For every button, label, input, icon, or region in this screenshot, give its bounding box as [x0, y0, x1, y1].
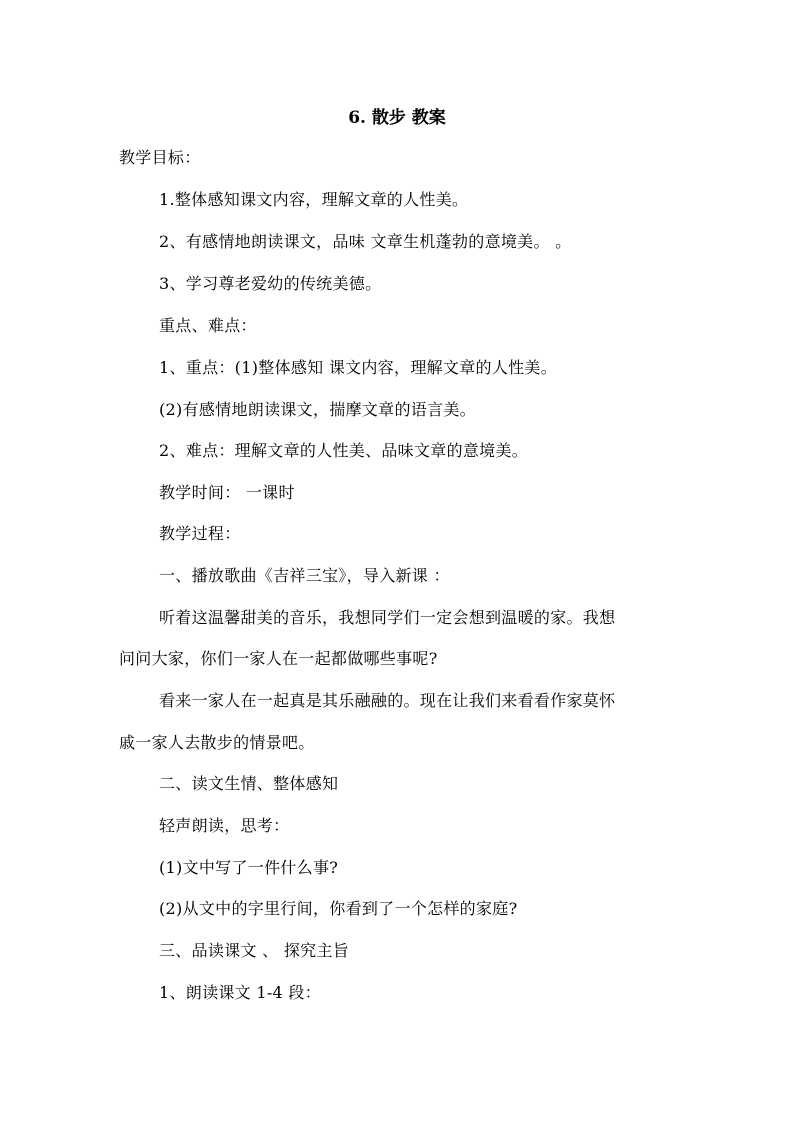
text-line: 轻声朗读，思考：: [159, 816, 290, 835]
text-line: 2、有感情地朗读课文，品味 文章生机蓬勃的意境美。 。: [159, 232, 572, 251]
text-line: 1、朗读课文 1-4 段：: [159, 983, 322, 1002]
text-line: 一、播放歌曲《吉祥三宝》，导入新课 ：: [159, 566, 450, 585]
text-line: 2、难点：理解文章的人性美、品味文章的意境美。: [159, 441, 529, 460]
text-line: 教学时间： 一课时: [159, 483, 295, 502]
text-line: 1.整体感知课文内容，理解文章的人性美。: [159, 190, 469, 209]
text-line: 重点、难点：: [159, 316, 257, 335]
text-line: 1、重点：(1)整体感知 课文内容，理解文章的人性美。: [159, 358, 558, 377]
text-line: (1)文中写了一件什么事?: [159, 858, 339, 877]
text-line: 听着这温馨甜美的音乐，我想同学们一定会想到温暖的家。我想: [159, 608, 616, 627]
text-line: 教学过程：: [159, 524, 241, 543]
text-line: 三、品读课文 、 探究主旨: [159, 941, 350, 960]
text-line: 戚一家人去散步的情景吧。: [119, 733, 315, 752]
text-line: 看来一家人在一起真是其乐融融的。现在让我们来看看作家莫怀: [159, 691, 616, 710]
text-line: (2)从文中的字里行间，你看到了一个怎样的家庭?: [159, 899, 518, 918]
text-line: (2)有感情地朗读课文，揣摩文章的语言美。: [159, 400, 476, 419]
text-line: 问问大家，你们一家人在一起都做哪些事呢?: [119, 649, 438, 668]
document-title: 6. 散步 教案: [348, 108, 446, 128]
text-line: 3、学习尊老爱幼的传统美德。: [159, 274, 382, 293]
text-line: 二、读文生情、整体感知: [159, 774, 339, 793]
text-line: 教学目标：: [119, 148, 201, 167]
